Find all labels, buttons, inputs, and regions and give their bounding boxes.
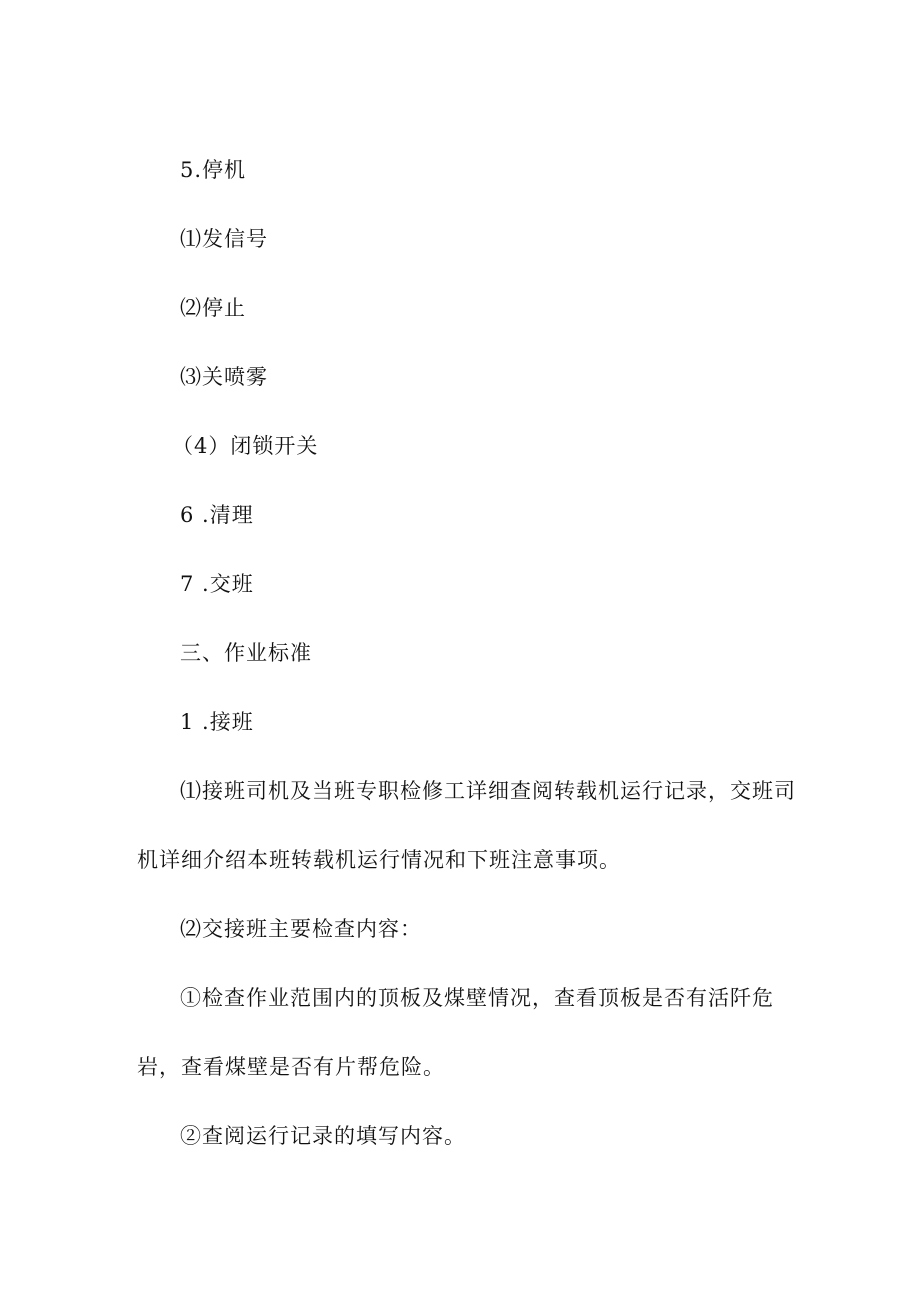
heading-take-over: 1 .接班 (180, 710, 254, 734)
heading-handover: 7 .交班 (180, 572, 254, 596)
paragraph-check-roof-line-1: ①检查作业范围内的顶板及煤壁情况，查看顶板是否有活阡危 (180, 986, 774, 1010)
paragraph-take-over-line-2: 机详细介绍本班转载机运行情况和下班注意事项。 (137, 848, 621, 872)
section-heading-work-standards: 三、作业标准 (180, 641, 312, 665)
list-item-lock-switch: （4）闭锁开关 (172, 434, 319, 458)
paragraph-review-records: ②查阅运行记录的填写内容。 (180, 1124, 466, 1148)
list-item-spray-off: ⑶关喷雾 (180, 365, 268, 389)
paragraph-take-over-line-1: ⑴接班司机及当班专职检修工详细查阅转载机运行记录，交班司 (180, 779, 796, 803)
paragraph-check-items: ⑵交接班主要检查内容： (180, 917, 422, 941)
heading-clean-up: 6 .清理 (180, 503, 254, 527)
paragraph-check-roof-line-2: 岩，查看煤壁是否有片帮危险。 (137, 1055, 445, 1079)
list-item-send-signal: ⑴发信号 (180, 227, 268, 251)
list-item-stop: ⑵停止 (180, 296, 246, 320)
heading-stop-machine: 5.停机 (180, 158, 247, 182)
